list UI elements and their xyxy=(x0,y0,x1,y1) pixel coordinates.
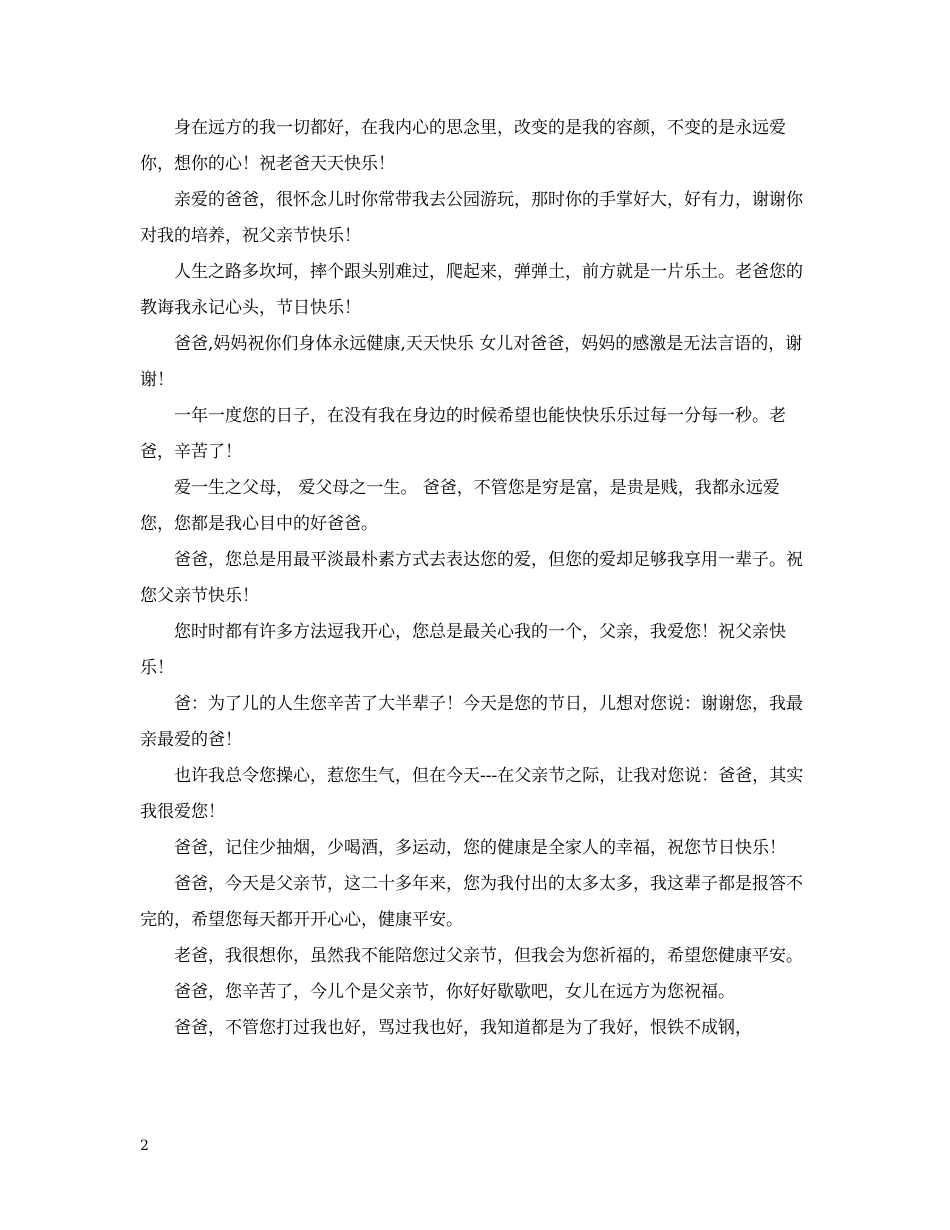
paragraph: 您时时都有许多方法逗我开心，您总是最关心我的一个，父亲，我爱您！祝父亲快乐！ xyxy=(140,622,786,678)
paragraph: 爸爸，您辛苦了，今儿个是父亲节，你好好歇歇吧，女儿在远方为您祝福。 xyxy=(174,982,735,1002)
paragraph: 爸爸，记住少抽烟，少喝酒，多运动，您的健康是全家人的幸福，祝您节日快乐！ xyxy=(174,838,786,858)
paragraph: 爸爸，不管您打过我也好，骂过我也好，我知道都是为了我好，恨铁不成钢， xyxy=(174,1018,752,1038)
paragraph: 也许我总令您操心，惹您生气，但在今天---在父亲节之际，让我对您说：爸爸，其实我很爱您！ xyxy=(140,766,804,822)
paragraph: 一年一度您的日子，在没有我在身边的时候希望也能快快乐乐过每一分每一秒。老爸，辛苦了！ xyxy=(140,406,786,462)
document-body xyxy=(140,110,810,1046)
paragraph: 爸爸,妈妈祝你们身体永远健康,天天快乐 女儿对爸爸，妈妈的感激是无法言语的，谢谢！ xyxy=(140,334,803,390)
paragraph: 爱一生之父母， 爱父母之一生。 爸爸，不管您是穷是富，是贵是贱，我都永远爱您，您都是我心目中的好爸爸。 xyxy=(140,478,780,534)
page-number: 2 xyxy=(140,1138,149,1154)
paragraph: 亲爱的爸爸，很怀念儿时你常带我去公园游玩，那时你的手掌好大，好有力，谢谢你对我的培养，祝父亲节快乐！ xyxy=(140,190,803,246)
paragraph: 人生之路多坎坷，摔个跟头别难过，爬起来，弹弹土，前方就是一片乐土。老爸您的教诲我永记心头，节日快乐！ xyxy=(140,262,803,318)
paragraph: 爸爸，您总是用最平淡最朴素方式去表达您的爱，但您的爱却足够我享用一辈子。祝您父亲节快乐！ xyxy=(140,550,803,606)
paragraph: 爸：为了儿的人生您辛苦了大半辈子！今天是您的节日，儿想对您说：谢谢您，我最亲最爱的爸！ xyxy=(140,694,803,750)
paragraph: 老爸，我很想你，虽然我不能陪您过父亲节，但我会为您祈福的，希望您健康平安。 xyxy=(174,946,803,966)
paragraph: 身在远方的我一切都好，在我内心的思念里，改变的是我的容颜，不变的是永远爱你，想你的心！祝老爸天天快乐！ xyxy=(140,118,786,174)
paragraph: 爸爸，今天是父亲节，这二十多年来，您为我付出的太多太多，我这辈子都是报答不完的，希望您每天都开开心心，健康平安。 xyxy=(140,874,803,930)
